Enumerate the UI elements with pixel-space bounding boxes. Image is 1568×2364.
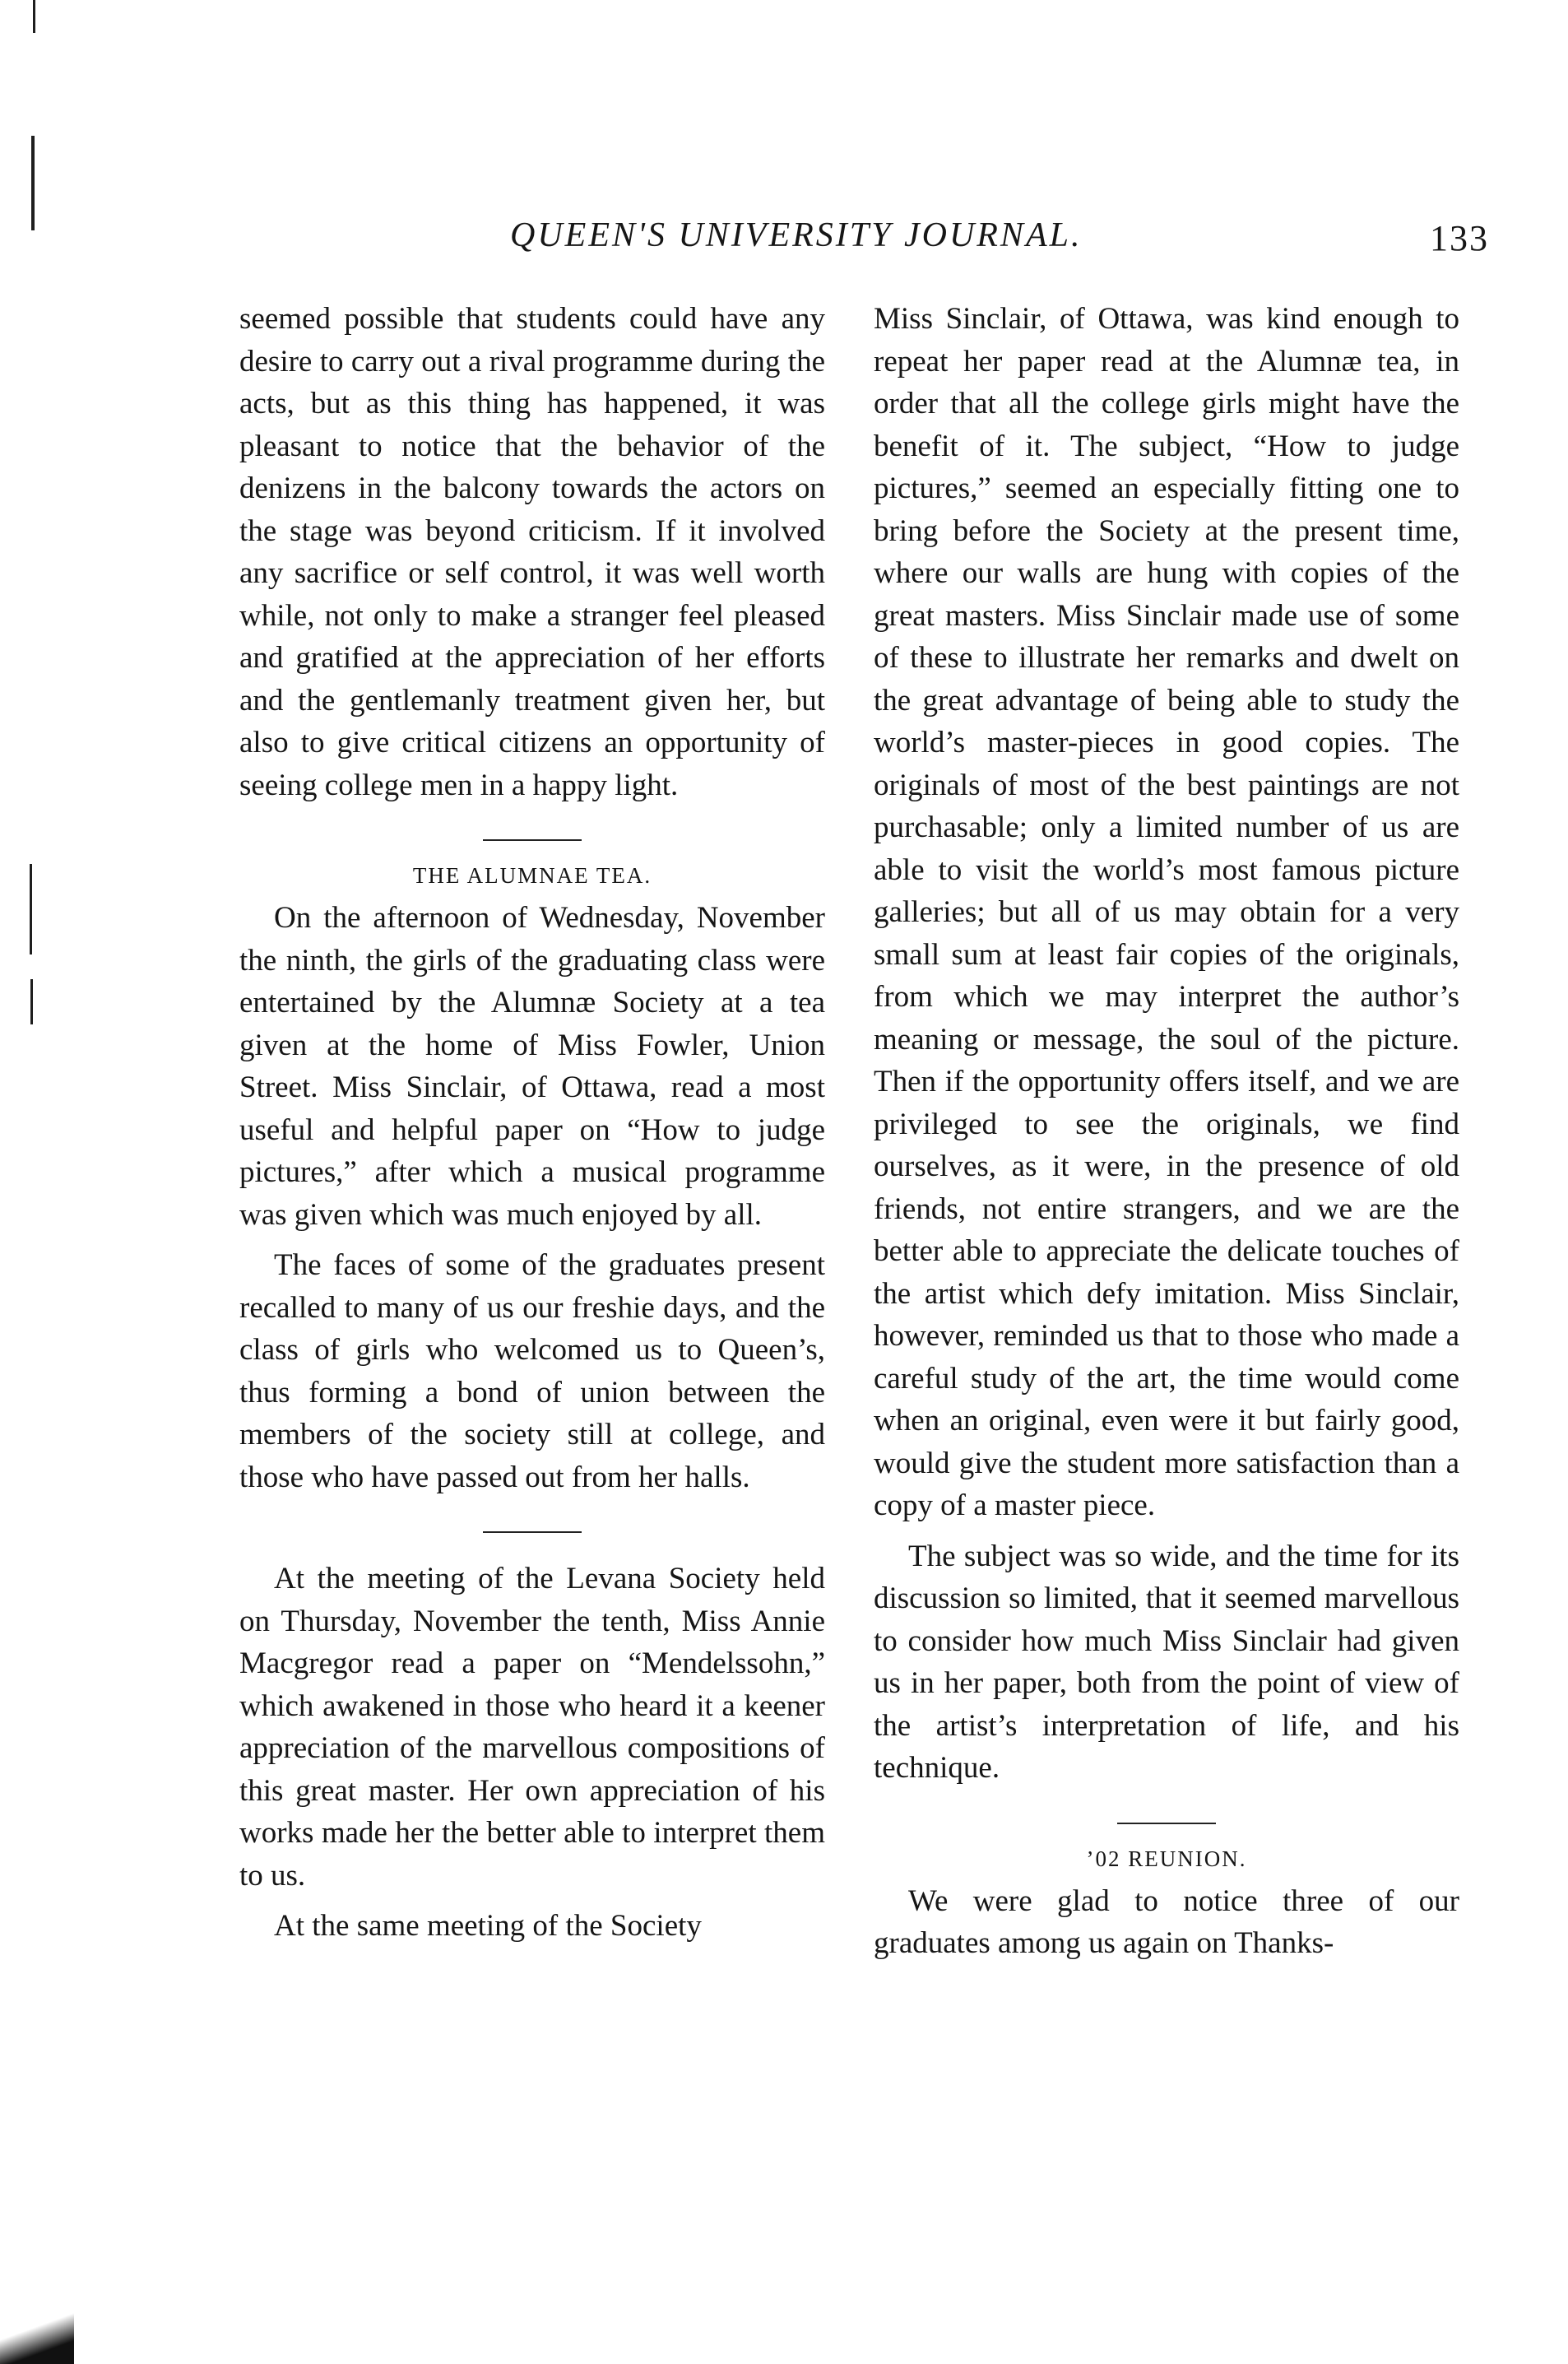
scan-corner-shadow xyxy=(0,2298,74,2364)
paragraph: On the afternoon of Wednesday, November the ninth, the girls of the graduating class were entertained by the Alumnæ Society at a tea given at the home of Miss Fowler, Union Street. Miss Sinclair, of Ottawa, read a most useful and helpful paper on “How to judge pictures,” after which a musical programme was given which was much enjoyed by all. xyxy=(239,901,825,1232)
section-divider xyxy=(1117,1823,1216,1824)
page-number: 133 xyxy=(1430,218,1489,258)
page-header xyxy=(510,216,1489,273)
section-divider xyxy=(483,1531,582,1533)
paragraph: Miss Sinclair, of Ottawa, was kind enough to repeat her paper read at the Alumnæ tea, in order that all the college girls might have the benefit of it. The subject, “How to judge pictures,” seemed an especially fitting one to bring before the Society at the present time, where our walls are hung with copies of the great masters. Miss Sinclair made use of some of these to illustrate her remarks and dwelt on the great advantage of being able to study the world’s master-pieces in good copies. The originals of most of the best paintings are not purchasable; only a limited number of us are able to visit the world’s most famous picture galleries; but all of us may obtain for a very small sum at least fair copies of the originals, from which we may interpret the author’s meaning or message, the soul of the picture. Then if the opportunity offers itself, and we are privileged to see the originals, we find ourselves, as it were, in the presence of old friends, not entire strangers, and we are the better able to appreciate the delicate touches of the artist which defy imitation. Miss Sinclair, however, reminded us that to those who made a careful study of the art, the time would come when an original, even were it but fairly good, would give the student more satisfaction than a copy of a master piece. xyxy=(874,302,1459,1522)
paragraph: At the meeting of the Levana Society held on Thursday, November the tenth, Miss Annie Macgregor read a paper on “Mendelssohn,” which awakened in those who heard it a keener appreciation of the marvellous compositions of this great master. Her own appreciation of his works made her the better able to interpret them to us. xyxy=(239,1562,825,1893)
paragraph: The faces of some of the graduates present recalled to many of us our freshie days, and the class of girls who welcomed us to Queen’s, thus forming a bond of union between the members of the society still at college, and those who have passed out from her halls. xyxy=(239,1248,825,1494)
running-title: QUEEN'S UNIVERSITY JOURNAL. xyxy=(510,216,1083,254)
scan-edge-mark xyxy=(33,0,35,33)
paragraph: We were glad to notice three of our graduates among us again on Thanks- xyxy=(874,1883,1459,1960)
scan-edge-mark xyxy=(30,864,32,954)
section-heading-02-reunion: ’02 REUNION. xyxy=(1086,1846,1247,1871)
scan-edge-mark xyxy=(30,979,33,1024)
paragraph: The subject was so wide, and the time for its discussion so limited, that it seemed marvellous to consider how much Miss Sinclair had given us in her paper, both from the point of view of the artist’s interpretation of life, and his technique. xyxy=(874,1539,1459,1785)
right-column xyxy=(874,298,1459,1965)
section-divider xyxy=(483,839,582,841)
paragraph: At the same meeting of the Society xyxy=(274,1909,702,1943)
paragraph: seemed possible that students could have any desire to carry out a rival programme during the acts, but as this thing has happened, it was pleasant to notice that the behavior of the denizens in the balcony towards the actors on the stage was beyond criticism. If it involved any sacrifice or self control, it was well worth while, not only to make a stranger feel pleased and gratified at the appreciation of her efforts and the gentlemanly treatment given her, but also to give critical citizens an opportunity of seeing college men in a happy light. xyxy=(239,302,825,802)
scan-edge-mark xyxy=(31,136,35,230)
section-heading-alumnae-tea: THE ALUMNAE TEA. xyxy=(412,863,652,888)
left-column xyxy=(239,298,825,1948)
